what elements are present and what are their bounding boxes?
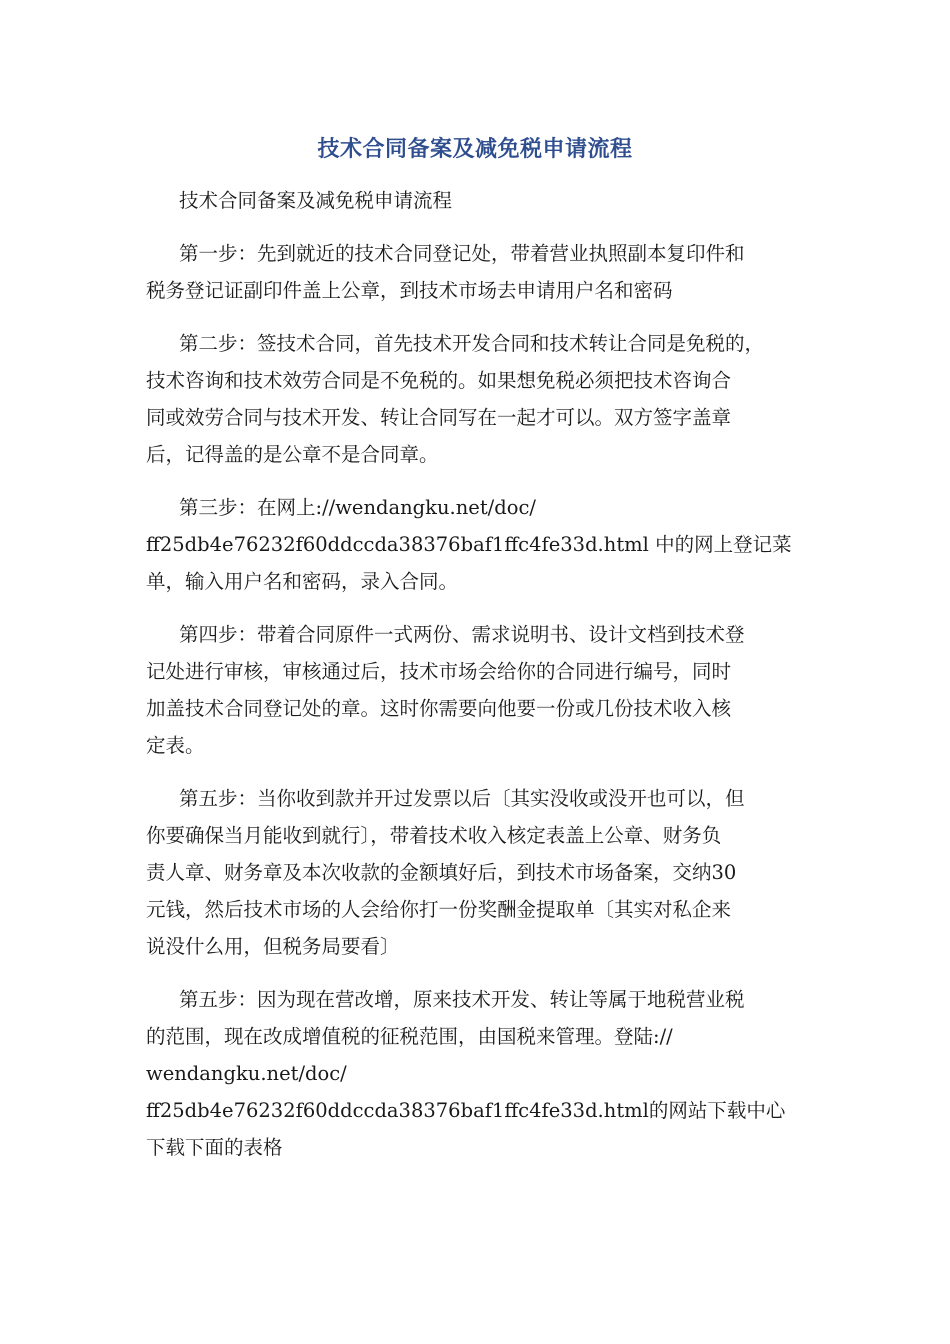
text-line: 税务登记证副印件盖上公章，到技术市场去申请用户名和密码: [146, 279, 673, 302]
text-line: 记处进行审核，审核通过后，技术市场会给你的合同进行编号，同时: [146, 660, 732, 683]
paragraph-step-1: [146, 235, 811, 309]
paragraph-subtitle: [146, 182, 811, 219]
text-line: 第五步：当你收到款并开过发票以后〔其实没收或没开也可以，但: [179, 787, 745, 810]
paragraph-step-4: [146, 616, 811, 764]
text-line: 第二步：签技术合同，首先技术开发合同和技术转让合同是免税的，: [179, 332, 765, 355]
text-line: 说没什么用，但税务局要看〕: [146, 935, 400, 958]
text-line: 的范围，现在改成增值税的征税范围，由国税来管理。登陆://: [146, 1025, 673, 1048]
document-title: 技术合同备案及减免税申请流程: [317, 137, 633, 162]
paragraph-step-2: [146, 325, 811, 473]
paragraph-step-5a: [146, 780, 811, 965]
paragraph-step-3: [146, 489, 811, 600]
paragraph-step-5b: [146, 981, 811, 1166]
text-line: 技术合同备案及减免税申请流程: [179, 189, 453, 212]
text-line: 你要确保当月能收到就行〕，带着技术收入核定表盖上公章、财务负: [146, 824, 722, 847]
text-line: 同或效劳合同与技术开发、转让合同写在一起才可以。双方签字盖章: [146, 406, 732, 429]
text-line: 后，记得盖的是公章不是合同章。: [146, 443, 439, 466]
text-line: 元钱，然后技术市场的人会给你打一份奖酬金提取单〔其实对私企来: [146, 898, 732, 921]
text-line: 加盖技术合同登记处的章。这时你需要向他要一份或几份技术收入核: [146, 697, 732, 720]
text-line: 第一步：先到就近的技术合同登记处，带着营业执照副本复印件和: [179, 242, 745, 265]
text-line: ff25db4e76232f60ddccda38376baf1ffc4fe33d.html的网站下载中心: [146, 1099, 786, 1122]
text-line: wendangku.net/doc/: [146, 1062, 347, 1085]
text-line: 第四步：带着合同原件一式两份、需求说明书、设计文档到技术登: [179, 623, 745, 646]
text-line: 定表。: [146, 734, 205, 757]
text-line: 技术咨询和技术效劳合同是不免税的。如果想免税必须把技术咨询合: [146, 369, 732, 392]
text-line: 责人章、财务章及本次收款的金额填好后，到技术市场备案，交纳30: [146, 861, 737, 884]
text-line: 下载下面的表格: [146, 1136, 283, 1159]
text-line: ff25db4e76232f60ddccda38376baf1ffc4fe33d.html 中的网上登记菜: [146, 533, 792, 556]
text-line: 单，输入用户名和密码，录入合同。: [146, 570, 459, 593]
text-line: 第五步：因为现在营改增，原来技术开发、转让等属于地税营业税: [179, 988, 745, 1011]
text-line: 第三步：在网上://wendangku.net/doc/: [179, 496, 536, 519]
document-body: [146, 182, 811, 1182]
